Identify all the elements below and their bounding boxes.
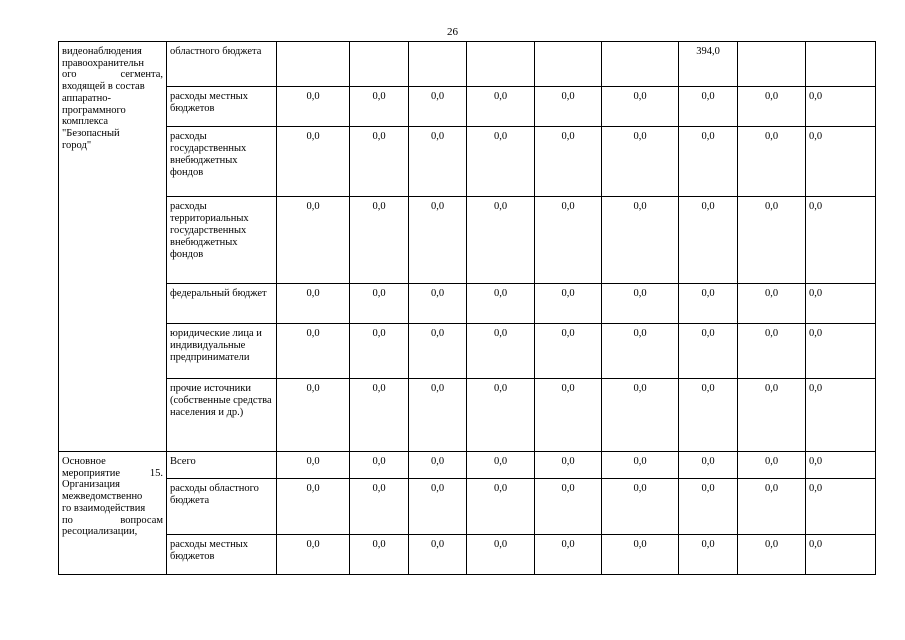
value-cell: 0,0 xyxy=(806,284,876,324)
value-cell xyxy=(738,42,806,87)
value-cell: 0,0 xyxy=(679,284,738,324)
value-cell: 0,0 xyxy=(679,87,738,127)
value-cell: 0,0 xyxy=(806,535,876,575)
value-cell: 0,0 xyxy=(350,452,409,479)
value-cell: 0,0 xyxy=(535,127,602,197)
funding-source-cell: расходы государственных внебюджетных фондов xyxy=(167,127,277,197)
value-cell: 0,0 xyxy=(602,284,679,324)
value-cell: 0,0 xyxy=(409,479,467,535)
value-cell: 0,0 xyxy=(277,535,350,575)
value-cell: 0,0 xyxy=(738,127,806,197)
table-row xyxy=(59,284,876,324)
value-cell: 0,0 xyxy=(277,87,350,127)
value-cell: 0,0 xyxy=(409,324,467,379)
value-cell: 0,0 xyxy=(467,479,535,535)
table-body xyxy=(59,42,876,575)
measure-name-line: Организация xyxy=(62,479,120,491)
value-cell: 0,0 xyxy=(350,379,409,452)
funding-source-cell: расходы территориальных государственных внебюджетных фондов xyxy=(167,197,277,284)
table-row xyxy=(59,379,876,452)
funding-source-cell: расходы местных бюджетов xyxy=(167,87,277,127)
value-cell xyxy=(350,42,409,87)
value-cell: 0,0 xyxy=(602,324,679,379)
funding-source-cell: прочие источники (собственные средства населения и др.) xyxy=(167,379,277,452)
value-cell: 0,0 xyxy=(535,479,602,535)
value-cell: 0,0 xyxy=(602,452,679,479)
value-cell: 0,0 xyxy=(409,379,467,452)
value-cell: 0,0 xyxy=(535,197,602,284)
funding-source-cell: расходы областного бюджета xyxy=(167,479,277,535)
value-cell xyxy=(467,42,535,87)
value-cell: 0,0 xyxy=(467,284,535,324)
value-cell: 0,0 xyxy=(806,379,876,452)
value-cell: 0,0 xyxy=(409,197,467,284)
measure-name-line: комплекса xyxy=(62,116,109,128)
measure-name-line: ресоциализации, xyxy=(62,526,138,538)
table-row xyxy=(59,87,876,127)
value-cell: 0,0 xyxy=(350,479,409,535)
value-cell: 0,0 xyxy=(738,87,806,127)
value-cell: 0,0 xyxy=(277,324,350,379)
value-cell: 0,0 xyxy=(679,127,738,197)
value-cell: 0,0 xyxy=(467,452,535,479)
table-row xyxy=(59,127,876,197)
measure-name-line: межведомственно xyxy=(62,491,143,503)
funding-source-cell: федеральный бюджет xyxy=(167,284,277,324)
value-cell: 0,0 xyxy=(679,452,738,479)
value-cell: 0,0 xyxy=(806,127,876,197)
measure-name-line: программного xyxy=(62,104,126,116)
value-cell: 0,0 xyxy=(277,284,350,324)
value-cell: 0,0 xyxy=(350,284,409,324)
value-cell: 394,0 xyxy=(679,42,738,87)
value-cell: 0,0 xyxy=(679,535,738,575)
value-cell: 0,0 xyxy=(350,535,409,575)
value-cell: 0,0 xyxy=(679,379,738,452)
value-cell: 0,0 xyxy=(535,87,602,127)
measure-name-line: мероприятие 15. xyxy=(62,467,163,479)
page-number: 26 xyxy=(447,26,458,38)
value-cell: 0,0 xyxy=(350,87,409,127)
value-cell: 0,0 xyxy=(602,479,679,535)
value-cell: 0,0 xyxy=(806,452,876,479)
measure-name-line: город" xyxy=(62,139,92,151)
value-cell: 0,0 xyxy=(535,379,602,452)
value-cell: 0,0 xyxy=(602,127,679,197)
value-cell: 0,0 xyxy=(535,535,602,575)
table-row xyxy=(59,452,876,479)
value-cell: 0,0 xyxy=(409,127,467,197)
measure-name-cell xyxy=(59,42,167,452)
value-cell: 0,0 xyxy=(679,197,738,284)
value-cell: 0,0 xyxy=(535,452,602,479)
measure-name-line: видеонаблюдения xyxy=(62,46,142,57)
value-cell: 0,0 xyxy=(738,535,806,575)
funding-source-cell: областного бюджета xyxy=(167,42,277,87)
value-cell: 0,0 xyxy=(535,324,602,379)
funding-source-cell: Всего xyxy=(167,452,277,479)
table-row xyxy=(59,535,876,575)
value-cell: 0,0 xyxy=(409,535,467,575)
value-cell: 0,0 xyxy=(467,127,535,197)
funding-source-cell: расходы местных бюджетов xyxy=(167,535,277,575)
value-cell: 0,0 xyxy=(467,535,535,575)
value-cell: 0,0 xyxy=(277,479,350,535)
measure-name-line: по вопросам xyxy=(62,514,163,526)
value-cell: 0,0 xyxy=(806,479,876,535)
value-cell: 0,0 xyxy=(535,284,602,324)
value-cell: 0,0 xyxy=(350,127,409,197)
value-cell: 0,0 xyxy=(738,324,806,379)
value-cell: 0,0 xyxy=(602,87,679,127)
measure-name-line: входящей в состав xyxy=(62,81,145,93)
table-row xyxy=(59,479,876,535)
value-cell: 0,0 xyxy=(350,324,409,379)
value-cell xyxy=(409,42,467,87)
value-cell: 0,0 xyxy=(806,324,876,379)
measure-name-line: аппаратно- xyxy=(62,92,112,104)
value-cell: 0,0 xyxy=(277,452,350,479)
value-cell xyxy=(277,42,350,87)
table-row xyxy=(59,197,876,284)
value-cell: 0,0 xyxy=(738,479,806,535)
value-cell xyxy=(535,42,602,87)
value-cell: 0,0 xyxy=(738,284,806,324)
table-row xyxy=(59,324,876,379)
value-cell xyxy=(602,42,679,87)
value-cell: 0,0 xyxy=(467,87,535,127)
value-cell: 0,0 xyxy=(738,379,806,452)
value-cell: 0,0 xyxy=(350,197,409,284)
value-cell: 0,0 xyxy=(738,452,806,479)
budget-table xyxy=(58,41,876,575)
value-cell: 0,0 xyxy=(409,87,467,127)
value-cell: 0,0 xyxy=(277,197,350,284)
value-cell: 0,0 xyxy=(277,379,350,452)
value-cell: 0,0 xyxy=(806,197,876,284)
value-cell: 0,0 xyxy=(679,324,738,379)
value-cell: 0,0 xyxy=(409,452,467,479)
value-cell: 0,0 xyxy=(602,197,679,284)
measure-name-cell xyxy=(59,452,167,575)
measure-name-line: Основное xyxy=(62,456,106,467)
value-cell: 0,0 xyxy=(679,479,738,535)
value-cell: 0,0 xyxy=(467,197,535,284)
value-cell: 0,0 xyxy=(467,324,535,379)
measure-name-line: правоохранительн xyxy=(62,57,144,69)
value-cell: 0,0 xyxy=(467,379,535,452)
measure-name-line: го взаимодействия xyxy=(62,502,146,514)
value-cell: 0,0 xyxy=(738,197,806,284)
value-cell: 0,0 xyxy=(602,535,679,575)
value-cell xyxy=(806,42,876,87)
table-row xyxy=(59,42,876,87)
measure-name-line: "Безопасный xyxy=(62,127,120,139)
measure-name-line: ого сегмента, xyxy=(62,69,163,81)
value-cell: 0,0 xyxy=(602,379,679,452)
value-cell: 0,0 xyxy=(409,284,467,324)
funding-source-cell: юридические лица и индивидуальные предприниматели xyxy=(167,324,277,379)
value-cell: 0,0 xyxy=(277,127,350,197)
value-cell: 0,0 xyxy=(806,87,876,127)
